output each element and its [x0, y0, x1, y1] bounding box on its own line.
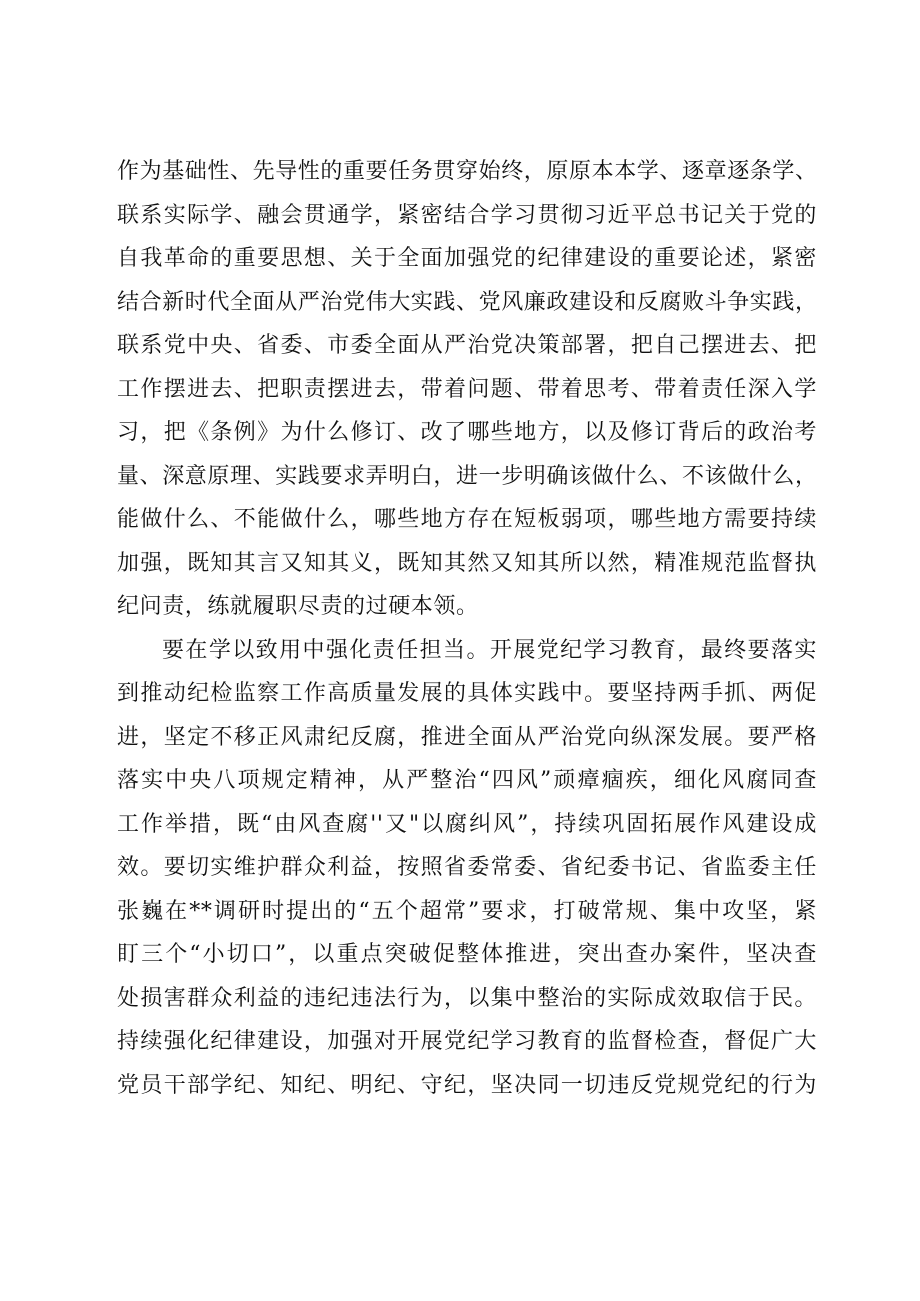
text-line: 联系实际学、融会贯通学，紧密结合学习贯彻习近平总书记关于党的	[117, 202, 817, 228]
text-line: 纪问责，练就履职尽责的过硬本领。	[117, 594, 479, 619]
body-text	[117, 150, 817, 1107]
paragraph-1	[117, 150, 817, 629]
text-line: 党员干部学纪、知纪、明纪、守纪，坚决同一切违反党规党纪的行为	[117, 1072, 817, 1098]
text-line: 工作举措，既“由风查腐''又"以腐纠风”，持续巩固拓展作风建设成	[117, 811, 817, 837]
text-line: 落实中央八项规定精神，从严整治“四风”顽瘴痼疾，细化风腐同查	[117, 768, 817, 793]
text-line: 持续强化纪律建设，加强对开展党纪学习教育的监督检查，督促广大	[117, 1029, 817, 1054]
paragraph-2	[117, 629, 817, 1108]
text-line: 处损害群众利益的违纪违法行为，以集中整治的实际成效取信于民。	[117, 985, 817, 1011]
text-line: 进，坚定不移正风肃纪反腐，推进全面从严治党向纵深发展。要严格	[117, 724, 817, 750]
text-line: 到推动纪检监察工作高质量发展的具体实践中。要坚持两手抓、两促	[117, 681, 817, 706]
text-line: 张巍在**调研时提出的“五个超常”要求，打破常规、集中攻坚，紧	[117, 898, 817, 924]
text-line: 自我革命的重要思想、关于全面加强党的纪律建设的重要论述，紧密	[117, 246, 817, 271]
text-line: 量、深意原理、实践要求弄明白，进一步明确该做什么、不该做什么，	[117, 463, 818, 489]
text-line: 效。要切实维护群众利益，按照省委常委、省纪委书记、省监委主任	[117, 855, 817, 880]
text-line: 工作摆进去、把职责摆进去，带着问题、带着思考、带着责任深入学	[117, 376, 817, 402]
text-line: 要在学以致用中强化责任担当。开展党纪学习教育，最终要落实	[162, 637, 817, 663]
text-line: 结合新时代全面从严治党伟大实践、党风廉政建设和反腐败斗争实践，	[117, 289, 818, 315]
text-line: 作为基础性、先导性的重要任务贯穿始终，原原本本学、逐章逐条学、	[117, 159, 818, 184]
text-line: 加强，既知其言又知其义，既知其然又知其所以然，精准规范监督执	[117, 550, 817, 576]
text-line: 联系党中央、省委、市委全面从严治党决策部署，把自己摆进去、把	[117, 333, 817, 358]
text-line: 能做什么、不能做什么，哪些地方存在短板弱项，哪些地方需要持续	[117, 507, 817, 532]
text-line: 习，把《条例》为什么修订、改了哪些地方，以及修订背后的政治考	[117, 420, 817, 445]
text-line: 盯三个“小切口”，以重点突破促整体推进，突出查办案件，坚决查	[117, 942, 817, 967]
